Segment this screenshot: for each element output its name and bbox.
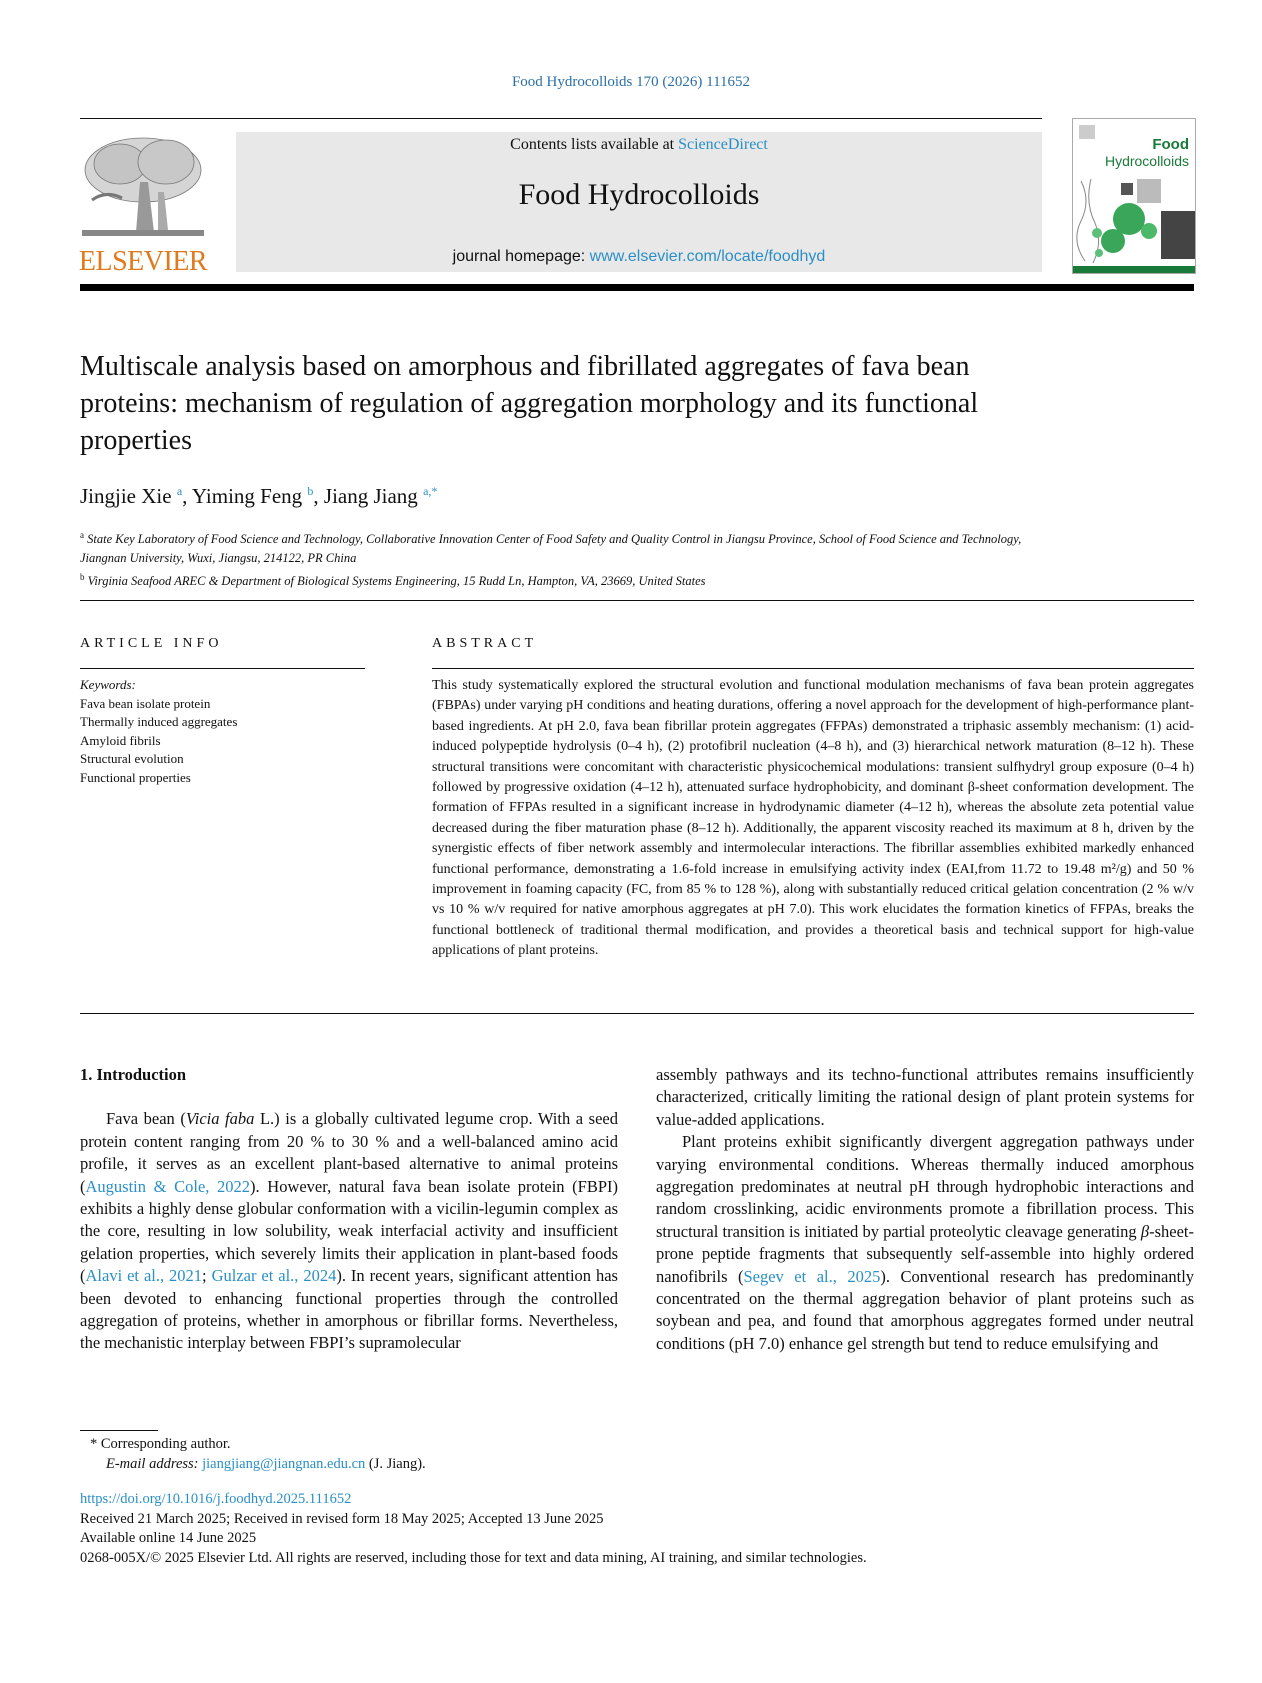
cover-title-line-1: Food (1152, 136, 1189, 153)
email-note (80, 1454, 426, 1474)
text-run: Plant proteins exhibit significantly divergent aggregation pathways under varying environmental conditions. Whereas thermally induced amorphous aggregation predominates at neutral pH through hydrophobic interactions and random crosslinking, acidic environments promote a fibrillation process. This structural transition is initiated by partial proteolytic cleavage generating (656, 1132, 1194, 1241)
text-run: L.) is a globally cultivated legume crop. With a seed protein content ranging from 20 % to 30 % and a well-balanced amino acid profile, it serves as an excellent plant-based alternative to animal proteins ( (80, 1109, 618, 1196)
affiliation-label: b (80, 572, 85, 583)
affiliation-text: State Key Laboratory of Food Science and Technology, Collaborative Innovation Center of Food Safety and Quality Control in Jiangsu Province, School of Food Science and Technology, Jiangnan University, Wuxi, Jiangsu, 214122, PR China (80, 532, 1022, 566)
author-affiliation-link[interactable]: b (307, 484, 314, 498)
journal-cover-thumbnail[interactable] (1072, 118, 1196, 274)
cover-green-bar (1073, 266, 1195, 273)
copyright: 0268-005X/© 2025 Elsevier Ltd. All rights are reserved, including those for text and data mining, AI training, and similar technologies. (80, 1549, 867, 1566)
keyword-item: Structural evolution (80, 751, 184, 766)
publication-info (80, 1490, 867, 1568)
contents-prefix: Contents lists available at (510, 136, 679, 153)
abstract-heading: ABSTRACT (432, 636, 538, 651)
author-affiliation-link[interactable]: a (176, 484, 183, 498)
journal-banner (236, 132, 1042, 272)
citation-link[interactable]: Gulzar et al., 2024 (211, 1266, 337, 1286)
author-name: Jingjie Xie (80, 484, 172, 508)
keywords-block (80, 676, 237, 787)
affiliation-text: Virginia Seafood AREC & Department of Biological Systems Engineering, 15 Rudd Ln, Hampton, VA, 23669, United States (87, 574, 706, 589)
beta-symbol: β (1140, 1221, 1150, 1241)
contents-line (236, 132, 1042, 156)
text-run: ). In recent years, significant attention has been devoted to enhancing functional properties through the controlled aggregation of proteins, whether in amorphous or fibrillar forms. Nevertheless, the mechanistic interplay between FBPI’s supramolecular (80, 1266, 618, 1353)
abstract-text: This study systematically explored the structural evolution and functional modulation mechanisms of fava bean protein aggregates (FBPAs) under varying pH conditions and heating durations, offering a novel approach for the development of high-performance plant-based ingredients. At pH 2.0, fava bean fibrillar protein aggregates (FFPAs) demonstrated a triphasic assembly mechanism: (1) acid-induced polypeptide hydrolysis (0–4 h), (2) protofibril nucleation (4–8 h), and (3) hierarchical network maturation (8–12 h). These structural transitions were concomitant with characteristic physicochemical modulations: transient sulfhydryl group exposure (0–4 h) followed by progressive oxidation (4–12 h), attenuated surface hydrophobicity, and dominant β-sheet conformation development. The formation of FFPAs resulted in a significant increase in hydrodynamic diameter (4–12 h), whereas the absolute zeta potential value decreased during the fiber maturation phase (8–12 h). Additionally, the apparent viscosity reached its maximum at 8 h, driven by the synergistic effects of fiber network assembly and intermolecular interactions. The fibrillar assemblies exhibited markedly enhanced functional performance, demonstrating a 1.6-fold increase in emulsifying activity index (EAI,from 11.72 to 19.48 m²/g) and 50 % improvement in foaming capacity (FC, from 85 % to 128 %), along with substantially reduced critical gelation concentration (2 % w/v vs 10 % w/v required for native amorphous aggregates at pH 7.0). This work elucidates the formation kinetics of FFPAs, breaks the functional bottleneck of traditional thermal modification, and provides a theoretical basis and technical support for high-value applications of plant proteins. (432, 678, 1194, 959)
keyword-item: Amyloid fibrils (80, 732, 161, 748)
author-name: Jiang Jiang (323, 484, 418, 508)
keywords-label: Keywords: (80, 677, 136, 692)
cover-molecule-illustration-icon (1073, 175, 1195, 265)
corresponding-author-note: * Corresponding author. (90, 1436, 231, 1452)
author-affiliation-link[interactable]: a,* (423, 484, 438, 498)
homepage-line (236, 248, 1042, 266)
intro-paragraph-2 (656, 1131, 1194, 1355)
text-run: ). Conventional research has predominantly concentrated on the thermal aggregation behavior of plant proteins such as soybean and pea, and found that amorphous aggregates formed under neutral conditions (pH 7.0) enhance gel strength but tend to reduce emulsifying and (656, 1266, 1195, 1353)
email-link[interactable]: jiangjiang@jiangnan.edu.cn (202, 1456, 366, 1472)
article-info-heading: ARTICLE INFO (80, 636, 223, 651)
cover-publisher-icon (1079, 125, 1095, 139)
journal-title: Food Hydrocolloids (518, 178, 760, 211)
sciencedirect-link[interactable]: ScienceDirect (678, 136, 768, 153)
text-run: -sheet-prone peptide fragments that subsequently self-assemble into highly ordered nanofibrils ( (656, 1221, 1194, 1286)
available-online: Available online 14 June 2025 (80, 1530, 257, 1546)
keyword-item: Thermally induced aggregates (80, 714, 238, 729)
affiliation-item (80, 526, 1060, 568)
affiliation-item (80, 568, 1060, 591)
author-name: Yiming Feng (191, 484, 303, 508)
species-name: Vicia faba (185, 1109, 255, 1129)
text-run: ). However, natural fava bean isolate protein (FBPI) exhibits a highly dense globular conformation with a vicilin-legumin complex as the core, resulting in low solubility, weak interfacial activity and insufficient gelation properties, which severely limits their application in plant-based foods ( (80, 1176, 618, 1286)
journal-reference[interactable]: Food Hydrocolloids 170 (2026) 111652 (511, 74, 751, 90)
abstract-end-rule (80, 1013, 1194, 1014)
affiliations (80, 526, 1060, 591)
keyword-item: Functional properties (80, 769, 191, 785)
keyword-item: Fava bean isolate protein (80, 695, 211, 711)
header-top-rule (80, 118, 1042, 119)
text-run: Fava bean ( (106, 1109, 186, 1129)
publisher-logo[interactable] (78, 132, 208, 278)
journal-homepage-link[interactable]: www.elsevier.com/locate/foodhyd (589, 248, 826, 265)
elsevier-tree-icon (80, 132, 206, 244)
article-title: Multiscale analysis based on amorphous and fibrillated aggregates of fava bean proteins: mechanism of regulation of aggregation morphology and its functional properties (80, 351, 979, 456)
history-dates: Received 21 March 2025; Received in revised form 18 May 2025; Accepted 13 June 2025 (80, 1510, 604, 1527)
abstract-rule (432, 668, 1194, 669)
intro-paragraph-1 (80, 1108, 618, 1354)
text-run: ; (202, 1266, 212, 1286)
article-info-rule (80, 668, 365, 669)
homepage-prefix: journal homepage: (452, 248, 590, 265)
intro-paragraph-1-continued: assembly pathways and its techno-functional attributes remains insufficiently characterized, critically limiting the rational design of plant protein systems for value-added applications. (656, 1065, 1194, 1129)
email-label: E-mail address: (106, 1456, 203, 1472)
introduction-heading: 1. Introduction (80, 1065, 187, 1084)
header-thick-rule (80, 284, 1194, 291)
body-column-left (80, 1064, 618, 1355)
footnotes (80, 1434, 426, 1474)
citation-link[interactable]: Segev et al., 2025 (743, 1266, 881, 1286)
cover-title (1105, 137, 1189, 169)
affiliation-label: a (80, 530, 84, 540)
section-separator (80, 600, 1194, 601)
citation-link[interactable]: Alavi et al., 2021 (85, 1266, 203, 1286)
doi-link[interactable]: https://doi.org/10.1016/j.foodhyd.2025.111652 (80, 1491, 352, 1507)
citation-link[interactable]: Augustin & Cole, 2022 (85, 1176, 251, 1196)
cover-title-line-2: Hydrocolloids (1104, 153, 1189, 169)
footnote-rule (80, 1430, 158, 1431)
body-column-right (656, 1064, 1194, 1355)
email-suffix: (J. Jiang). (365, 1456, 426, 1472)
author-list: Jingjie Xie $^a$, Yiming Feng $^b$, Jiang Jiang $^{a,*}$ (80, 484, 438, 508)
publisher-name: ELSEVIER (78, 246, 208, 277)
